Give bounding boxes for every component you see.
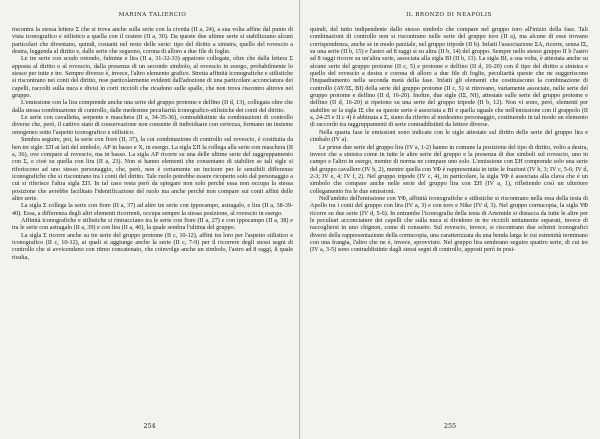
left-running-head: MARINA TALIERCIO xyxy=(118,12,187,18)
paragraph: riscontra la stessa lettera Σ che si trova anche sulla serie con la civetta (II a, 24), a sua volta affine dal punto di vista iconografico e stilistico a quella con il cratere (II a, 30). Da queste due ultime serie si stabilizzano alcuni particolari che diventano, quindi, costanti nel resto delle serie: tipo del diritto a sinistra, quello del rovescio a destra, leggenda al diritto e, dalle serie che seguono, corona di alloro a due file di foglie. xyxy=(12,26,293,56)
right-body-text xyxy=(310,26,588,254)
paragraph: Le tre serie con scudo rotondo, fulmine e lira (II a, 31-32-33) appaiono collegate, oltre che dalla lettera Σ apposta al diritto o al rovescio, dalla presenza di un secondo simbolo, al rovescio in esergo, probabilmente lo stesso per tutte e tre. Sempre diverso è, invece, l'altro elemento grafico. Stretta affinità iconografiche e stilistiche si riscontrano nei conii del diritto, rese particolarmente evidenti dall'adozione di una particolare acconciatura dei capelli, raccolti sulla nuca e divisi in corti riccioli che ricadono sulle spalle, che non trova riscontro altrove nel gruppo. xyxy=(12,55,293,100)
right-running-head: IL BRONZO DI NEAPOLIS xyxy=(406,12,492,18)
paragraph: L'emissione con la lira comprende anche una serie del gruppo protome e delfino (II d, 13), collegata oltre che dalla stessa combinazione di controllo, dalle medesime peculiarità iconografico-stilistiche dei conii del diritto. xyxy=(12,99,293,114)
right-page xyxy=(300,0,600,439)
paragraph: La sigla Σ collega la serie con fiore (II a, 37) ad altre tre serie con ippocampo, astragalo, e lira (II a, 38-39-40). Essa, a differenza degli altri elementi ricorrenti, occupa sempre la stessa posizione, al rovescio in esergo. xyxy=(12,202,293,217)
left-body-text xyxy=(12,26,293,261)
paragraph: Nella quarta fase le emissioni sono indicate con le sigle attestate sul diritto delle serie del gruppo lira e cimbalo (IV a). xyxy=(310,128,588,144)
paragraph: Le prime due serie del gruppo lira (IV a, 1-2) hanno in comune la posizione del tipo di diritto, volto a destra, invece che a sinistra come in tutte le altre serie del gruppo e la presenza di due simboli sul rovescio, uno in campo e l'altro in esergo, mentre di norma ne compare uno solo. L'emissione con ΣΗ comprende solo una serie del gruppo cavallere (IV b, 2), mentre quella con ΥΦ è rappresentata in tutte le frazioni (IV b, 3; IV c, 5-6; IV d, 2-3; IV e, 4; IV f, 2). Nel gruppo tripode (IV c, 4), in particolare, la sigla ΥΦ è associata alla clava che è un simbolo che compare anche nelle serie del gruppo lira con ΣΗ (IV a, 1), riflettendo così un ulteriore collegamento fra le due emissioni. xyxy=(310,143,588,195)
paragraph: La sigla Σ ricorre anche su tre serie del gruppo protome (II c, 10-12), affini tra loro per l'aspetto stilistico e iconografico (II c, 10-12), ai quali si aggiunge anche la serie (II c, 7-9) per il ricorrere degli stessi segni di controllo che si avvicendano con ritmo concatenato, che coinvolge anche un simbolo, l'astro ad 8 raggi, il quale risulta, xyxy=(12,231,293,261)
paragraph: Affinità iconografiche e stilistiche si rintracciano tra le serie con fiore (II a, 27) e con ippocampo (II a, 38) e tra le serie con astragalo (II a, 39) e con lira (II a, 40), la quale sembra l'ultima del gruppo. xyxy=(12,216,293,232)
paragraph: Le serie con cavalletta, serpente e maschera (II a, 34-35-36), contraddistinte da combinazioni di controllo diverse che, però, il cattivo stato di conservazione non consente di individuare con certezza, formano un insieme omogeneo sotto l'aspetto iconografico e stilistico. xyxy=(12,114,293,136)
left-page-number: 254 xyxy=(143,422,156,430)
right-page-number: 255 xyxy=(443,422,457,430)
paragraph: quindi, del tutto indipendente dallo stesso simbolo che compare nel gruppo toro all'inizio della fase. Tali combinazioni di controllo non si riscontrano nelle serie del gruppo toro (II a), ma alcune di esse trovano corrispondenza, anche se in modo parziale, nel gruppo tripode (II b). Infatti l'associazione ΣΑ, ricorre, senza ΙΣ, su una serie (II b, 15) e l'astro ad 8 raggi si su altra (II b, 14) del gruppo. Sempre nello stesso gruppo II b l'astro ad 8 raggi ricorre su un'altra serie, associata alla sigla ΒΙ (II b, 13). La sigla ΒΙ, a sua volta, è attestata anche su alcune serie del gruppo protome (II c, 5) e protome e delfino (II d, 16-20) con il tipo del diritto a sinistra e quello del rovescio a destra e corona di alloro a due file di foglie, peculiarità queste che ne suggeriscono l'inquadramento nella seconda metà della fase. Infatti gli elementi che costituiscono la combinazione di controllo (ΑΥ/ΙΣ, ΒΙ) della serie del gruppo protome (II c, 5) si ritrovano, variamente associate, nelle serie del gruppo protome e delfino (II d, 16-20). Inoltre, due sigle (ΙΣ, ΝΙ), attestate sulle serie del gruppo protome e delfino (II d, 16-20) si ripetono su una serie del gruppo tripode (II b, 12). Non vi sono, però, elementi per stabilire se la sigla ΙΣ che su queste serie è associata a ΒΙ e quella uguale che nell'emissione con il grappolo (II a, 24-25 e II c 4) è abbinata a Σ, siano da riferire al medesimo personaggio, costituendo in tal modo un elemento di raccordo tra raggruppamenti di serie contraddistinti da lettere diverse. xyxy=(310,26,588,129)
paragraph: Nell'ambito dell'emissione con ΥΦ, affinità iconografiche e stilistiche si riscontrano nella resa della testa di Apollo tra i conii del gruppo con lira (IV a, 3) e con toro e Nike (IV d, 3). Nel gruppo cornucopia, la sigla ΥΦ ricorre su due serie (IV d, 5-6). In entrambe l'iconografia della testa di Artemide si distacca da tutte le altre per le peculiari acconciature dei capelli che sulla nuca si dividono in tre riccioli nettamente separati, invece di raccogliersi in uno chignon, come di consueto. Sul rovescio, invece, si riscontrano due schemi iconografici diversi della rappresentazione della cornucopia, una caratterizzata da una benda larga le cui estremità terminano con una frangia, l'altro che ne è, invece, sprovvisto. Nel gruppo lira sembrano seguire quattro serie, di cui tre (IV a, 3-5) sono contraddistinte dagli stessi segni di controllo, apposti però in posi- xyxy=(310,194,588,254)
paragraph: Sembra seguire, poi, la serie con fiore (II, 37), la cui combinazione di controllo sul rovescio, è costituita da ben tre sigle: ΣΠ ai lati del simbolo, ΑΡ in basso e Χ, in esergo. La sigla ΣΠ la collega alla serie con maschera (II a, 36), ove compare al rovescio, ma in basso. La sigla ΑΡ ricorre su una delle ultime serie del raggruppamento con Σ, e cioè su quella con lira (II a, 23). Non si hanno elementi che consentano di stabilire se tali sigle si riferiscono ad uno stesso personaggio, che, però, non è certamente un incisore per le sensibili differenze iconografiche che si riscontrano tra i conii del diritto. Tale ruolo potrebbe essere ricoperto solo dal personaggio a cui si riferisce l'altra sigla ΣΠ. In tal caso resta però da spiegare non solo perché essa non occupa la stessa posizione che avrebbe facilitato l'identificazione del ruolo ma anche perché non compare sui conii affini delle altre serie. xyxy=(12,136,293,202)
